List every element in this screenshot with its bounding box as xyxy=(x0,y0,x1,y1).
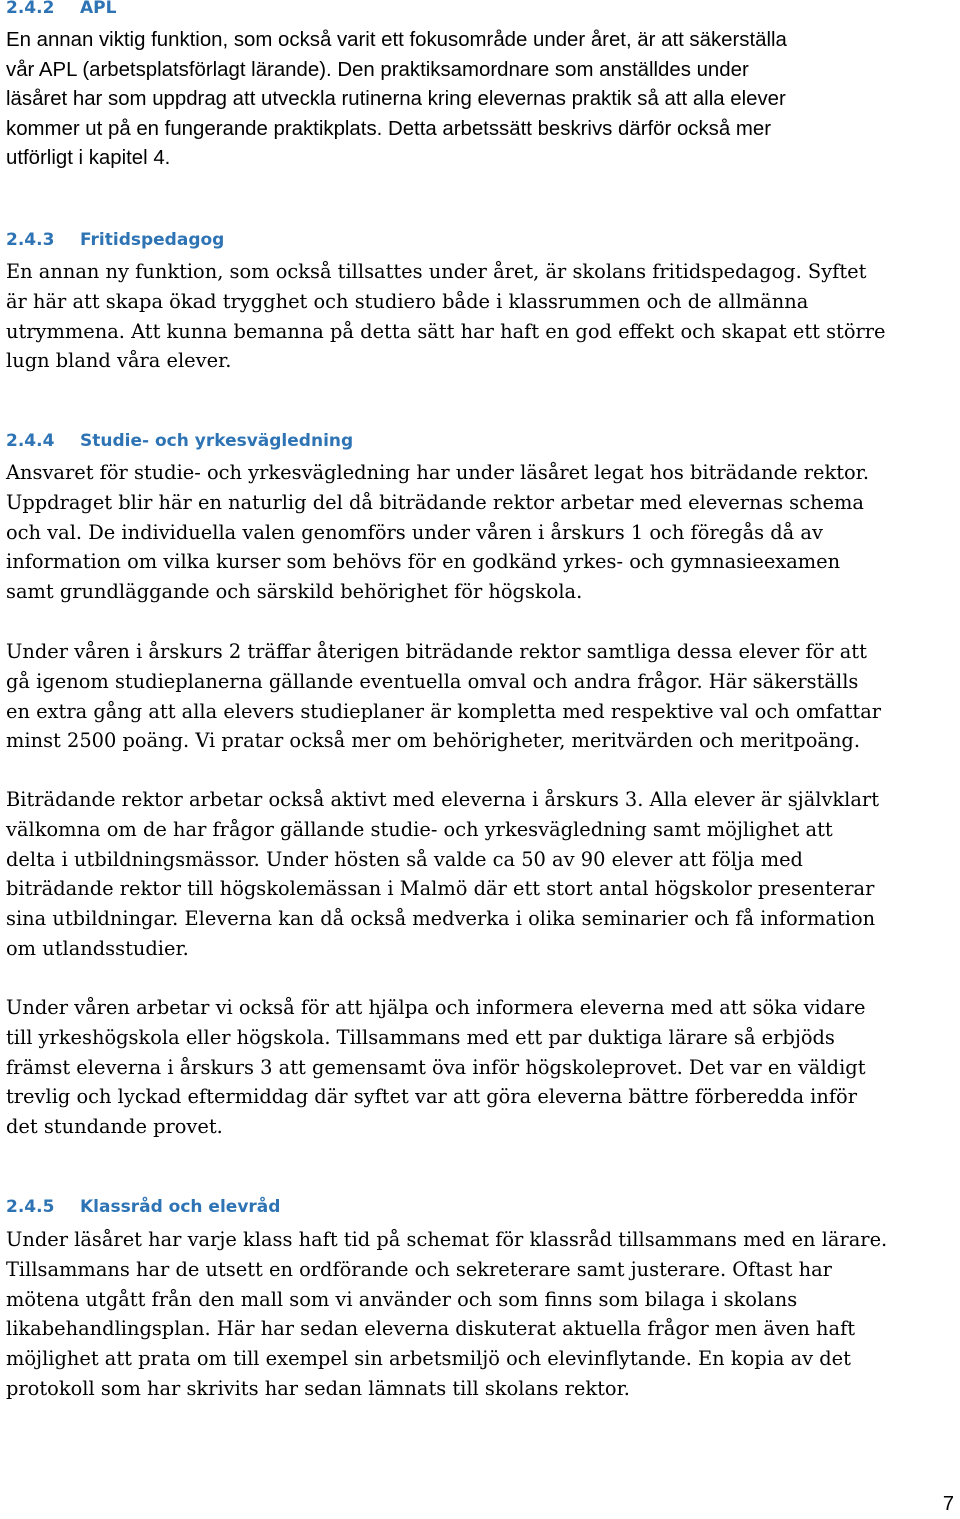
section-number: 2.4.5 xyxy=(6,1197,55,1217)
text-line: kommer ut på en fungerande praktikplats. Detta arbetssätt beskrivs därför också mer xyxy=(6,117,771,140)
paragraph xyxy=(6,26,787,174)
text-line: utförligt i kapitel 4. xyxy=(6,147,171,169)
text-line: Under våren arbetar vi också för att hjälpa och informera eleverna med att söka vidare xyxy=(6,996,866,1019)
text-line: trevlig och lyckad eftermiddag där syftet var att göra eleverna bättre förberedda inför xyxy=(6,1085,857,1109)
text-line: sina utbildningar. Eleverna kan då också medverka i olika seminarier och få information xyxy=(6,907,876,931)
text-line: information om vilka kurser som behövs för en godkänd yrkes- och gymnasieexamen xyxy=(6,550,841,574)
paragraph xyxy=(6,785,879,964)
text-line: Under läsåret har varje klass haft tid på schemat för klassråd tillsammans med en lärare. xyxy=(6,1228,888,1251)
text-line: till yrkeshögskola eller högskola. Tillsammans med ett par duktiga lärare så erbjöds xyxy=(6,1025,835,1049)
paragraph xyxy=(6,993,865,1142)
text-line: läsåret har som uppdrag att utveckla rutinerna kring elevernas praktik så att alla elever xyxy=(6,88,786,110)
section-number: 2.4.2 xyxy=(6,0,55,18)
text-line: lugn bland våra elever. xyxy=(6,349,232,373)
text-line: Ansvaret för studie- och yrkesvägledning har under läsåret legat hos biträdande rektor. xyxy=(6,461,869,484)
section-number: 2.4.3 xyxy=(6,230,55,250)
paragraph xyxy=(6,257,886,376)
text-line: gå igenom studieplanerna gällande eventuella omval och andra frågor. Här säkerställs xyxy=(6,669,859,693)
text-line: vår APL (arbetsplatsförlagt lärande). Den praktiksamordnare som anställdes under xyxy=(6,58,749,81)
page-number: 7 xyxy=(942,1493,954,1515)
text-line: protokoll som har skrivits har sedan lämnats till skolans rektor. xyxy=(6,1376,630,1400)
text-line: möjlighet att prata om till exempel sin arbetsmiljö och elevinflytande. En kopia av det xyxy=(6,1347,851,1371)
text-line: främst eleverna i årskurs 3 att gemensamt öva inför högskoleprovet. Det var en väldigt xyxy=(6,1055,866,1079)
text-line: minst 2500 poäng. Vi pratar också mer om behörigheter, meritvärden och meritpoäng. xyxy=(6,729,861,753)
text-line: En annan viktig funktion, som också varit ett fokusområde under året, är att säkerställa xyxy=(6,29,787,51)
section-heading-apl xyxy=(6,0,116,18)
section-heading-fritidspedagog xyxy=(6,230,224,250)
paragraph xyxy=(6,637,881,756)
text-line: och val. De individuella valen genomförs under våren i årskurs 1 och föregås då av xyxy=(6,520,823,544)
section-title: APL xyxy=(80,0,117,18)
text-line: om utlandsstudier. xyxy=(6,936,189,960)
section-number: 2.4.4 xyxy=(6,431,55,451)
text-line: mötena utgått från den mall som vi använder och som finns som bilaga i skolans xyxy=(6,1287,798,1311)
text-line: biträdande rektor till högskolemässan i Malmö där ett stort antal högskolor presenterar xyxy=(6,877,875,901)
text-line: samt grundläggande och särskild behörighet för högskola. xyxy=(6,580,583,604)
text-line: Tillsammans har de utsett en ordförande och sekreterare samt justerare. Oftast har xyxy=(6,1257,832,1281)
section-title: Fritidspedagog xyxy=(80,230,225,250)
paragraph xyxy=(6,458,869,607)
text-line: välkomna om de har frågor gällande studie- och yrkesvägledning samt möjlighet att xyxy=(6,817,833,841)
text-line: En annan ny funktion, som också tillsattes under året, är skolans fritidspedagog. Syftet xyxy=(6,260,867,283)
section-title: Klassråd och elevråd xyxy=(80,1197,281,1217)
text-line: Biträdande rektor arbetar också aktivt med eleverna i årskurs 3. Alla elever är självklart xyxy=(6,788,879,811)
text-line: utrymmena. Att kunna bemanna på detta sätt har haft en god effekt och skapat ett större xyxy=(6,319,886,343)
section-title: Studie- och yrkesvägledning xyxy=(80,431,354,451)
text-line: Under våren i årskurs 2 träffar återigen biträdande rektor samtliga dessa elever för att xyxy=(6,640,867,663)
paragraph xyxy=(6,1225,887,1404)
section-heading-klassrad-och-elevrad xyxy=(6,1197,280,1217)
text-line: Uppdraget blir här en naturlig del då biträdande rektor arbetar med elevernas schema xyxy=(6,490,864,514)
text-line: det stundande provet. xyxy=(6,1115,223,1139)
text-line: delta i utbildningsmässor. Under hösten så valde ca 50 av 90 elever att följa med xyxy=(6,847,803,871)
text-line: en extra gång att alla elevers studieplaner är kompletta med respektive val och omfattar xyxy=(6,699,882,723)
text-line: är här att skapa ökad trygghet och studiero både i klassrummen och de allmänna xyxy=(6,289,809,313)
section-heading-studie-och-yrkesvagledning xyxy=(6,431,353,451)
text-line: likabehandlingsplan. Här har sedan eleverna diskuterat aktuella frågor men även haft xyxy=(6,1317,856,1341)
